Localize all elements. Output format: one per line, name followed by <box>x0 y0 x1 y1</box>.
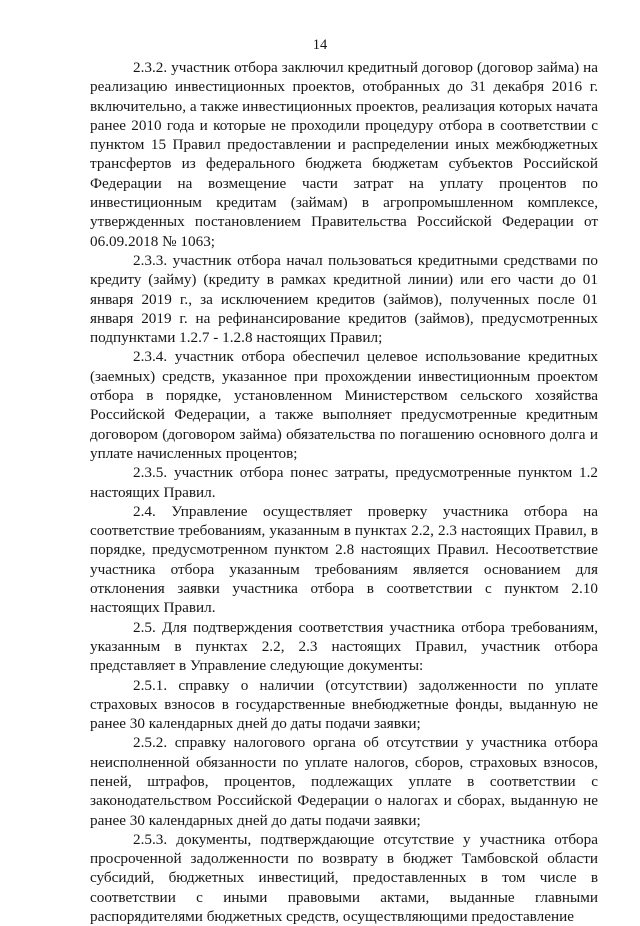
paragraph-2-3-2: 2.3.2. участник отбора заключил кредитный договор (договор займа) на реализацию инвестиционных проектов, отобранных до 31 декабря 2016 г. включительно, а также инвестиционных проектов, реализация которых начата ранее 2010 года и которые не проходили процедуру отбора в соответствии с пунктом 15 Правил предоставлении и распределении иных межбюджетных трансфертов из федерального бюджета бюджетам субъектов Российской Федерации на возмещение части затрат на уплату процентов по инвестиционным кредитам (займам) в агропромышленном комплексе, утвержденных постановлением Правительства Российской Федерации от 06.09.2018 № 1063; <box>90 59 598 250</box>
paragraph-2-3-5: 2.3.5. участник отбора понес затраты, предусмотренные пунктом 1.2 настоящих Правил. <box>90 464 598 501</box>
paragraph-2-5-3: 2.5.3. документы, подтверждающие отсутствие у участника отбора просроченной задолженности по возврату в бюджет Тамбовской области субсидий, бюджетных инвестиций, предоставленных в том числе в соответствии с иными правовыми актами, выданные главными распорядителями бюджетных средств, осуществляющими предоставление <box>90 830 598 926</box>
paragraph-2-5-1: 2.5.1. справку о наличии (отсутствии) задолженности по уплате страховых взносов в государственные внебюджетные фонды, выданную не ранее 30 календарных дней до даты подачи заявки; <box>90 676 598 733</box>
paragraph-2-3-3: 2.3.3. участник отбора начал пользоваться кредитными средствами по кредиту (займу) (кредиту в рамках кредитной линии) или его части до 01 января 2019 г., за исключением кредитов (займов), полученных после 01 января 2019 г. на рефинансирование кредитов (займов), предусмотренных подпунктами 1.2.7 - 1.2.8 настоящих Правил; <box>90 251 598 347</box>
paragraph-2-3-4: 2.3.4. участник отбора обеспечил целевое использование кредитных (заемных) средств, указанное при прохождении инвестиционным проектом отбора в порядке, установленном Министерством сельского хозяйства Российской Федерации, а также выполняет предусмотренные кредитным договором (договором займа) обязательства по погашению основного долга и уплате начисленных процентов; <box>90 348 598 462</box>
page-number: 14 <box>312 37 328 53</box>
paragraph-2-4: 2.4. Управление осуществляет проверку участника отбора на соответствие требованиям, указанным в пунктах 2.2, 2.3 настоящих Правил, в порядке, предусмотренном пунктом 2.8 настоящих Правил. Несоответствие участника отбора указанным требованиям является основанием для отклонения заявки участника отбора в соответствии с пунктом 2.10 настоящих Правил. <box>90 502 598 617</box>
paragraph-2-5-2: 2.5.2. справку налогового органа об отсутствии у участника отбора неисполненной обязанности по уплате налогов, сборов, страховых взносов, пеней, штрафов, процентов, подлежащих уплате в соответствии с законодательством Российской Федерации о налогах и сборах, выданную не ранее 30 календарных дней до даты подачи заявки; <box>90 734 598 829</box>
paragraph-2-5: 2.5. Для подтверждения соответствия участника отбора требованиям, указанным в пунктах 2.2, 2.3 настоящих Правил, участник отбора представляет в Управление следующие документы: <box>90 618 598 675</box>
document-body <box>90 58 598 926</box>
